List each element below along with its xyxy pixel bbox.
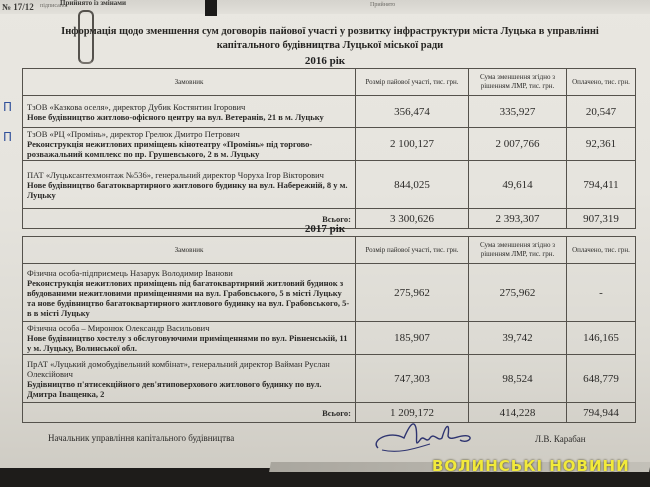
- customer-cell: [23, 322, 356, 355]
- title-line-1: Інформація щодо зменшення сум договорів пайової участі у розвитку інфраструктури міста Луцька в управлінні: [61, 26, 599, 37]
- col-header-paid: Оплачено, тис. грн.: [567, 69, 636, 96]
- customer-project: Реконструкція нежитлових приміщень під багатоквартирний житловий будинок з вбудованими нежитловими приміщеннями на вул. Грабовського, 5 в місті Луцьку та нове будівництво багатоквартирного житлового будинку на вул. Грабовського, 5-в в місті Луцьку: [27, 277, 350, 318]
- share-size-cell: 356,474: [356, 96, 469, 128]
- customer-project: Нове будівництво багатоквартирного житлового будинку на вул. Набережній, 8 у м. Луцьку: [27, 179, 348, 200]
- year-heading-2016: 2016 рік: [304, 55, 346, 67]
- total-paid: 907,319: [567, 209, 636, 229]
- year-heading-2017: 2017 рік: [304, 223, 346, 235]
- table-row: [23, 264, 636, 322]
- customer-project: Нове будівництво житлово-офісного центру на вул. Ветеранів, 21 в м. Луцьку: [27, 111, 324, 122]
- signer-name: Л.В. Карабан: [535, 434, 586, 444]
- title-line-2: капітального будівництва Луцької міської ради: [216, 40, 444, 51]
- customer-cell: [23, 264, 356, 322]
- table-2016: [22, 68, 636, 229]
- reduction-cell: 275,962: [469, 264, 567, 322]
- customer-cell: [23, 96, 356, 128]
- table-row: [23, 322, 636, 355]
- reduction-cell: 335,927: [469, 96, 567, 128]
- table-row: [23, 355, 636, 403]
- reduction-cell: 39,742: [469, 322, 567, 355]
- handwritten-mark: П: [3, 130, 13, 144]
- total-paid: 794,944: [567, 403, 636, 423]
- stamp-small: підписано: [40, 3, 66, 9]
- share-size-cell: 275,962: [356, 264, 469, 322]
- paid-cell: 20,547: [567, 96, 636, 128]
- customer-org: ТзОВ «РЦ «Промінь», директор Грелюк Дмитро Петрович: [27, 129, 240, 139]
- customer-cell: [23, 161, 356, 209]
- paid-cell: -: [567, 264, 636, 322]
- col-header-reduction: Сума зменшення згідно з рішенням ЛМР, тис. грн.: [469, 69, 567, 96]
- customer-org: Фізична особа – Миронюк Олександр Васильович: [27, 323, 210, 333]
- share-size-cell: 2 100,127: [356, 128, 469, 161]
- total-reduction: 2 393,307: [469, 209, 567, 229]
- col-header-customer: Замовник: [23, 69, 356, 96]
- customer-cell: [23, 128, 356, 161]
- total-label: Всього:: [23, 209, 356, 229]
- col-header-reduction: Сума зменшення згідно з рішенням ЛМР, тис. грн.: [469, 237, 567, 264]
- customer-org: ПрАТ «Луцький домобудівельний комбінат», генеральний директор Вайман Руслан Олексійович: [27, 358, 330, 379]
- col-header-customer: Замовник: [23, 237, 356, 264]
- table-row: [23, 161, 636, 209]
- table-header-row: [23, 237, 636, 264]
- signature-icon: [370, 418, 480, 458]
- col-header-share-size: Розмір пайової участі, тис. грн.: [356, 237, 469, 264]
- total-reduction: 414,228: [469, 403, 567, 423]
- paid-cell: 794,411: [567, 161, 636, 209]
- table-2017: [22, 236, 636, 423]
- reduction-cell: 2 007,766: [469, 128, 567, 161]
- handwritten-mark: П: [3, 100, 13, 114]
- share-size-cell: 747,303: [356, 355, 469, 403]
- share-size-cell: 185,907: [356, 322, 469, 355]
- watermark-logo: ВОЛИНСЬКІ НОВИНИ: [432, 457, 630, 475]
- col-header-share-size: Розмір пайової участі, тис. грн.: [356, 69, 469, 96]
- total-row: [23, 403, 636, 423]
- table-row: [23, 96, 636, 128]
- customer-org: Фізична особа-підприємець Назарук Володимир Іванови: [27, 267, 233, 278]
- table-header-row: [23, 69, 636, 96]
- stamp-right: Прийнято: [370, 2, 396, 8]
- reduction-cell: 49,614: [469, 161, 567, 209]
- customer-org: ТзОВ «Казкова оселя», директор Дубик Костянтин Ігорович: [27, 101, 246, 112]
- share-size-cell: 844,025: [356, 161, 469, 209]
- top-stamp-strip: [0, 0, 650, 14]
- total-label: Всього:: [23, 403, 356, 423]
- customer-project: Реконструкція нежитлових приміщень кінотеатру «Промінь» під торгово-розважальний комплекс по пр. Грушевського, 2 в м. Луцьку: [27, 139, 313, 159]
- total-share-size: 1 209,172: [356, 403, 469, 423]
- document-number: № 17/12: [2, 2, 34, 12]
- total-share-size: 3 300,626: [356, 209, 469, 229]
- paid-cell: 648,779: [567, 355, 636, 403]
- document-title: [30, 25, 630, 53]
- paid-cell: 92,361: [567, 128, 636, 161]
- customer-cell: [23, 355, 356, 403]
- stamp-text: Прийнято із змінами: [60, 0, 127, 7]
- reduction-cell: 98,524: [469, 355, 567, 403]
- col-header-paid: Оплачено, тис. грн.: [567, 237, 636, 264]
- table-row: [23, 128, 636, 161]
- signer-position: Начальник управління капітального будівництва: [48, 433, 235, 443]
- paid-cell: 146,165: [567, 322, 636, 355]
- customer-project: Будівництво п'ятисекційного дев'ятиповерхового житлового будинку по вул. Дмитра Іващенка, 2: [27, 378, 322, 399]
- customer-project: Нове будівництво хостелу з обслуговуючими приміщеннями по вул. Рівненській, 11 у м. Луцьку, Волинської обл.: [27, 333, 348, 353]
- binder-clip: [205, 0, 217, 16]
- customer-org: ПАТ «Луцьксантехмонтаж №536», генеральний директор Чоруха Ігор Вікторович: [27, 169, 324, 180]
